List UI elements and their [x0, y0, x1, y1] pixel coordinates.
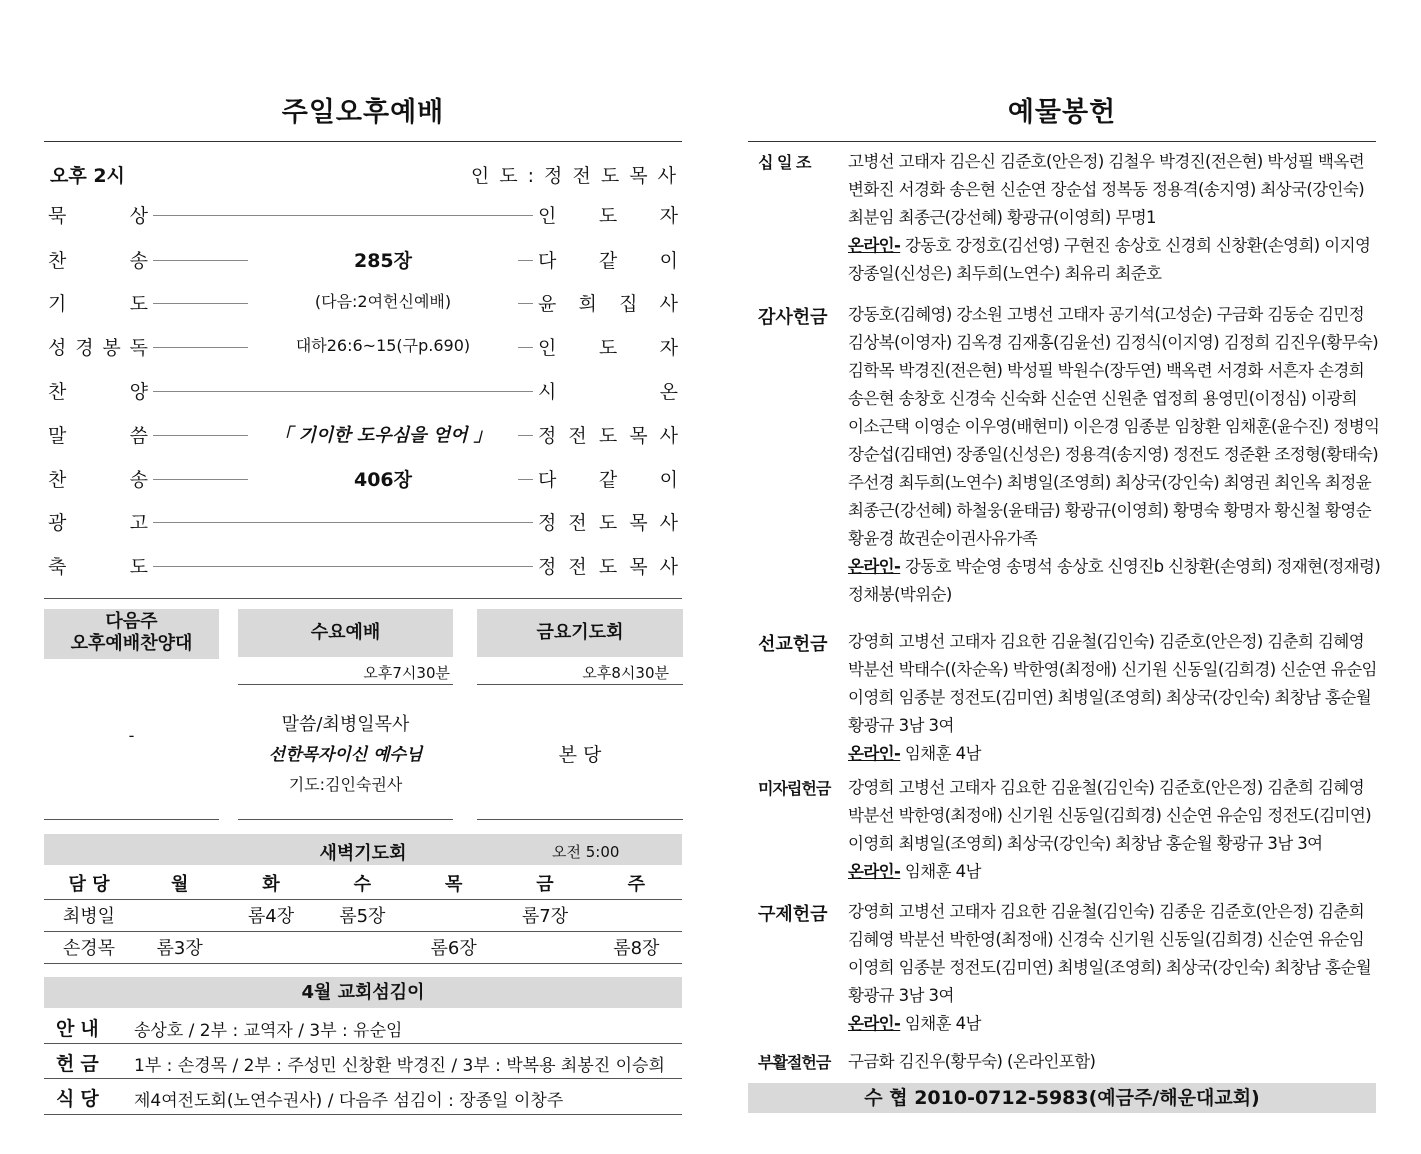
service-detail: 「 기이한 도우심을 얻어 」: [248, 421, 518, 447]
divider: [748, 141, 1376, 142]
service-item: 찬 양: [48, 381, 148, 403]
divider: [477, 819, 683, 820]
service-detail: 대하26:6~15(구p.690): [248, 333, 518, 356]
offering-names: 이영희 임종분 정전도(김미연) 최병일(조영희) 최상국(강인숙) 최창남 홍순월: [848, 958, 1372, 977]
service-person: 윤 희 집 사: [538, 293, 678, 315]
offering-names: 고병선 고태자 김은신 김준호(안은정) 김철우 박경진(전은현) 박성필 백옥련: [848, 152, 1365, 171]
table-cell: [499, 931, 590, 963]
table-header-cell: 주: [627, 874, 646, 895]
offering-names: 이영희 최병일(조영희) 최상국(강인숙) 최창남 홍순월 황광규 3남 3여: [848, 834, 1323, 853]
table-cell: 롬4장: [247, 906, 295, 927]
service-person: 정 전 도 목 사: [538, 512, 678, 534]
bank-account: 수 협 2010-0712-5983(예금주/해운대교회): [748, 1083, 1376, 1113]
service-person: 시 온: [538, 381, 678, 403]
duty-label: 식당: [56, 1088, 105, 1110]
table-cell: 최병일: [62, 906, 116, 927]
offering-names: 황광규 3남 3여: [848, 986, 954, 1005]
offering-names: 김학목 박경진(전은현) 박성필 박원수(장두연) 백옥련 서경화 서흔자 손경희: [848, 361, 1365, 380]
divider: [44, 598, 682, 599]
table-cell: 롬7장: [521, 906, 569, 927]
service-row: [48, 289, 678, 319]
online-label: 온라인-: [848, 557, 901, 576]
offering-names: 이영희 임종분 정전도(김미연) 최병일(조영희) 최상국(강인숙) 최창남 홍순월: [848, 688, 1372, 707]
offering-label: 미자립헌금: [758, 779, 831, 798]
service-person: 다 같 이: [538, 250, 678, 272]
divider: [477, 684, 683, 685]
online-names: 임채훈 4남: [904, 1014, 981, 1033]
divider: [44, 899, 682, 900]
divider: [44, 141, 682, 142]
wed-box-title: 수요예배: [238, 609, 453, 657]
divider: [238, 684, 453, 685]
duty-row-offering: [44, 1043, 682, 1079]
dawn-header-bar: [44, 834, 682, 865]
wed-topic: 선한목자이신 예수님: [268, 745, 423, 765]
offering-names: 최종근(강선혜) 하철웅(윤태금) 황광규(이영희) 황명숙 황명자 황신철 황영순: [848, 501, 1372, 520]
table-header-cell: 수: [353, 874, 372, 895]
leader-line: [153, 566, 533, 567]
table-header-cell: 담 당: [68, 874, 110, 895]
offering-names: 송은현 송창호 신경숙 신숙화 신순연 신원춘 엽정희 용영민(이정심) 이광희: [848, 389, 1358, 408]
dawn-schedule-table: [44, 867, 682, 963]
choir-title-line1: 다음주: [105, 611, 158, 632]
service-person: 다 같 이: [538, 469, 678, 491]
table-header-cell: 화: [262, 874, 280, 895]
service-item: 축 도: [48, 556, 148, 578]
table-row: [44, 867, 682, 899]
duty-label: 헌금: [56, 1053, 105, 1075]
offering-online-names: [848, 858, 1378, 886]
offering-online-names: [848, 553, 1381, 581]
divider: [44, 1114, 682, 1115]
offering-names: 최분임 최종근(강선혜) 황광규(이영희) 무명1: [848, 208, 1156, 227]
duty-value: 송상호 / 2부 : 교역자 / 3부 : 유순임: [134, 1021, 403, 1041]
service-item: 묵 상: [48, 205, 148, 227]
page-title-right: 예물봉헌: [1007, 97, 1117, 128]
wed-prayer: 기도:김인숙권사: [288, 775, 403, 794]
table-cell: [317, 931, 408, 963]
offering-names: 김상복(이영자) 김옥경 김재홍(김윤선) 김정식(이지영) 김정희 김진우(황무숙): [848, 333, 1379, 352]
online-names: 임채훈 4남: [904, 744, 981, 763]
offering-names: 강동호(김혜영) 강소원 고병선 고태자 공기석(고성순) 구금화 김동순 김민정: [848, 305, 1365, 324]
wed-sermon: 말씀/최병일목사: [281, 714, 410, 735]
online-label: 온라인-: [848, 744, 901, 763]
offering-label: 부활절헌금: [758, 1053, 831, 1072]
table-header-cell: 목: [444, 874, 463, 895]
online-names: 장종일(신성은) 최두희(노연수) 최유리 최준호: [848, 264, 1162, 283]
dawn-time: 오전 5:00: [552, 843, 620, 861]
duty-label: 안내: [56, 1018, 105, 1040]
service-detail: (다음:2여헌신예배): [248, 289, 518, 312]
offering-names: 황윤경 故권순이권사유가족: [848, 529, 1038, 548]
offering-names: 박분선 박한영(최정애) 신기원 신동일(김희경) 신순연 유순임 정전도(김미연): [848, 806, 1372, 825]
offering-names: 구금화 김진우(황무숙) (온라인포함): [848, 1052, 1096, 1071]
page-title-left: 주일오후예배: [281, 97, 445, 128]
table-row: [44, 931, 682, 963]
offering-names: 주선경 최두희(노연수) 최병일(조영희) 최상국(강인숙) 최영권 최인옥 최정윤: [848, 473, 1372, 492]
duty-row-kitchen: [44, 1078, 682, 1114]
offering-names: 강영희 고병선 고태자 김요한 김윤철(김인숙) 김준호(안은정) 김춘희 김혜영: [848, 778, 1365, 797]
service-row: [48, 465, 678, 495]
service-item: 찬 송: [48, 469, 148, 491]
choir-value: -: [128, 726, 135, 745]
duty-row-usher: [44, 1008, 682, 1044]
service-item: 성 경 봉 독: [48, 337, 148, 359]
service-item: 광 고: [48, 512, 148, 534]
table-header-cell: 월: [170, 874, 189, 895]
service-row: [48, 377, 678, 407]
online-label: 온라인-: [848, 236, 901, 255]
service-row: [48, 508, 678, 538]
table-cell: 롬5장: [339, 906, 386, 927]
online-names: 강동호 강정호(김선영) 구현진 송상호 신경희 신창환(손영희) 이지영: [904, 236, 1371, 255]
divider: [44, 963, 682, 964]
offering-online-names: [848, 1010, 1378, 1038]
table-header-cell: 금: [536, 874, 554, 895]
dawn-title: 새벽기도회: [319, 843, 407, 864]
service-row: [48, 201, 678, 231]
offering-names: 강영희 고병선 고태자 김요한 김윤철(김인숙) 김준호(안은정) 김춘희 김혜영: [848, 632, 1365, 651]
service-detail: 285장: [248, 246, 518, 273]
table-cell: [408, 899, 499, 931]
service-time: 오후 2시: [50, 165, 125, 187]
offering-names: 장순섭(김태연) 장종일(신성은) 정용격(송지영) 정전도 정준환 조정형(황태숙): [848, 445, 1379, 464]
duty-title: 4월 교회섬김이: [44, 977, 682, 1008]
offering-label: 십 일 조: [758, 153, 811, 172]
table-row: [44, 899, 682, 931]
service-item: 기 도: [48, 293, 148, 315]
fri-place: 본 당: [558, 744, 602, 766]
divider: [44, 931, 682, 932]
online-names: 강동호 박순영 송명석 송상호 신영진b 신창환(손영희) 정재현(정재령): [904, 557, 1381, 576]
table-cell: [591, 899, 682, 931]
online-label: 온라인-: [848, 862, 901, 881]
service-leader: 인 도 : 정 전 도 목 사: [470, 165, 678, 187]
offering-online-names: [848, 740, 1378, 768]
leader-line: [153, 215, 533, 216]
offering-online-names: [848, 581, 1378, 609]
service-row: [48, 421, 678, 451]
offering-online-names: [848, 260, 1378, 288]
online-label: 온라인-: [848, 1014, 901, 1033]
fri-box-title: 금요기도회: [477, 609, 683, 657]
offering-names: 강영희 고병선 고태자 김요한 김윤철(김인숙) 김종운 김준호(안은정) 김춘희: [848, 902, 1365, 921]
offering-names: 이소근택 이영순 이우영(배현미) 이은경 임종분 임창환 임채훈(윤수진) 정병익: [848, 417, 1380, 436]
offering-label: 선교헌금: [758, 634, 828, 655]
service-person: 정 전 도 목 사: [538, 556, 678, 578]
table-cell: [134, 899, 225, 931]
offering-names: 박분선 박태수((차순옥) 박한영(최정애) 신기원 신동일(김희경) 신순연 유순임: [848, 660, 1377, 679]
offering-names: 황광규 3남 3여: [848, 716, 954, 735]
offering-names: 변화진 서경화 송은현 신순연 장순섭 정복동 정용격(송지영) 최상국(강인숙): [848, 180, 1365, 199]
service-person: 정 전 도 목 사: [538, 425, 678, 447]
table-cell: 롬8장: [613, 938, 660, 959]
service-item: 찬 송: [48, 250, 148, 272]
choir-title-line2: 오후예배찬양대: [70, 633, 193, 654]
service-row: [48, 333, 678, 363]
divider: [44, 819, 219, 820]
leader-line: [153, 391, 533, 392]
online-names: 임채훈 4남: [904, 862, 981, 881]
table-cell: 롬3장: [156, 938, 203, 959]
choir-box-title: [44, 609, 219, 659]
offering-label: 감사헌금: [758, 307, 828, 328]
service-person: 인 도 자: [538, 337, 678, 359]
service-detail: 406장: [248, 465, 518, 492]
offering-names: 김혜영 박분선 박한영(최정애) 신경숙 신기원 신동일(김희경) 신순연 유순임: [848, 930, 1365, 949]
table-cell: [225, 931, 316, 963]
service-row: [48, 552, 678, 582]
fri-time: 오후8시30분: [582, 664, 669, 682]
table-cell: 롬6장: [430, 938, 477, 959]
divider: [238, 819, 453, 820]
table-cell: 손경목: [62, 938, 116, 959]
service-row: [48, 246, 678, 276]
leader-line: [153, 522, 533, 523]
online-names: 정채봉(박위순): [848, 585, 952, 604]
offering-online-names: [848, 232, 1378, 260]
service-item: 말 씀: [48, 425, 148, 447]
wed-time: 오후7시30분: [363, 664, 450, 682]
service-person: 인 도 자: [538, 205, 678, 227]
offering-label: 구제헌금: [758, 904, 828, 925]
duty-value: 1부 : 손경목 / 2부 : 주성민 신창환 박경진 / 3부 : 박복용 최봉진 이승희: [134, 1056, 665, 1076]
duty-value: 제4여전도회(노연수권사) / 다음주 섬김이 : 장종일 이창주: [134, 1091, 564, 1111]
